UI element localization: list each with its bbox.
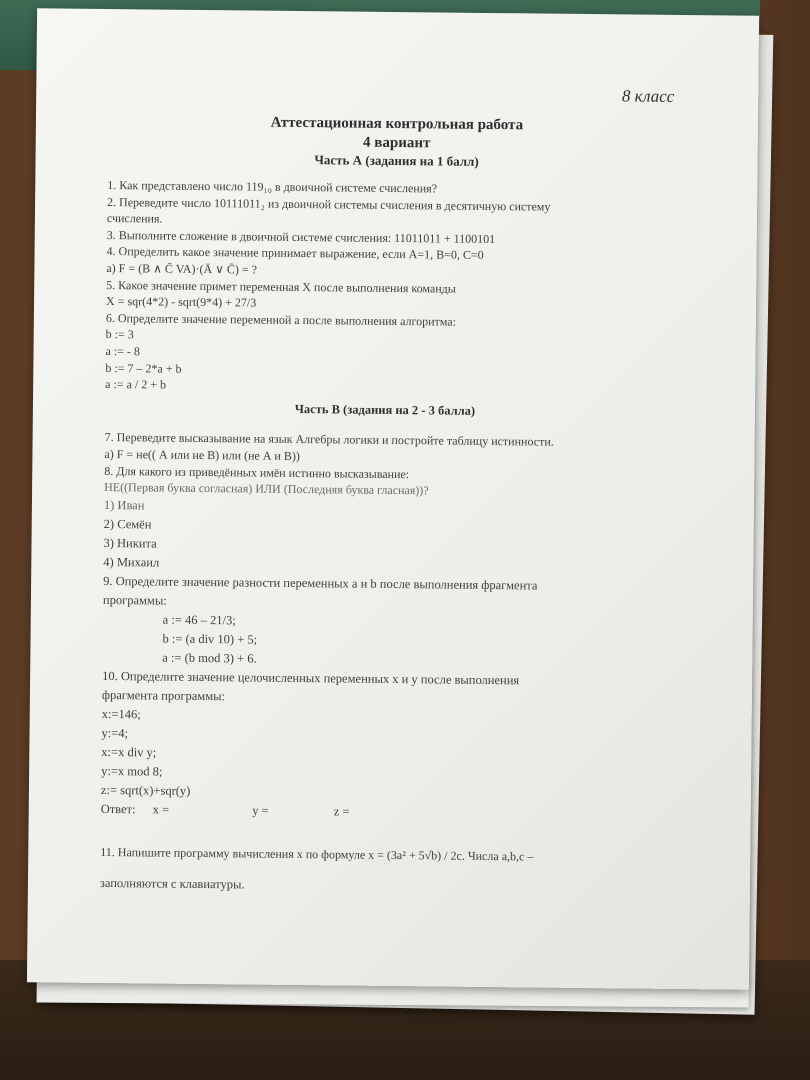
- task-line: 9. Определите значение разности переменных a и b после выполнения фрагмента: [103, 573, 538, 593]
- task-line: a := a / 2 + b: [105, 377, 167, 392]
- task-line: a := - 8: [105, 343, 141, 359]
- task-line: счисления.: [106, 211, 163, 226]
- answer-z: z =: [333, 804, 350, 819]
- task-line: b := 3: [105, 327, 134, 342]
- task-line: а) F = не(( А или не В) или (не А и В)): [104, 446, 300, 463]
- task-line: 3. Выполните сложение в двоичной системе счисления: 11011011 + 1100101: [106, 227, 496, 246]
- tasks-body: [100, 177, 667, 899]
- code-line: z:= sqrt(x)+sqr(y): [100, 782, 191, 798]
- task-line: X = sqr(4*2) - sqrt(9*4) + 27/3: [105, 294, 257, 310]
- document-title: Аттестационная контрольная работа: [270, 114, 524, 134]
- task-line: 6. Определите значение переменной а после выполнения алгоритма:: [105, 310, 457, 329]
- task-line: 4. Определить какое значение принимает выражение, если А=1, В=0, С=0: [106, 244, 484, 263]
- exam-sheet: [27, 8, 759, 990]
- code-line: a := 46 – 21/3;: [162, 612, 236, 628]
- part-b-heading: Часть В (задания на 2 - 3 балла): [294, 401, 476, 418]
- task-line: 5. Какое значение примет переменная X после выполнения команды: [106, 277, 456, 296]
- task-line: НЕ((Первая буква согласная) ИЛИ (Последняя буква гласная))?: [104, 480, 429, 498]
- answer-option: 2) Семён: [103, 516, 152, 532]
- answer-label: Ответ:: [100, 801, 136, 817]
- task-line: 8. Для какого из приведённых имён истинно высказывание:: [104, 463, 410, 481]
- code-line: b := (a div 10) + 5;: [162, 631, 258, 647]
- task-line: b := 7 – 2*a + b: [105, 360, 182, 376]
- part-a-heading: Часть А (задания на 1 балл): [314, 152, 479, 169]
- code-line: y:=x mod 8;: [101, 763, 163, 779]
- answer-x: x =: [152, 802, 170, 817]
- task-11-continued: заполняются с клавиатуры.: [99, 875, 245, 892]
- code-line: y:=4;: [101, 725, 129, 740]
- variant-label: 4 вариант: [362, 134, 431, 152]
- task-line: 7. Переведите высказывание на язык Алгебры логики и постройте таблицу истинности.: [104, 430, 554, 449]
- code-line: x:=x div y;: [101, 744, 157, 760]
- answer-option: 4) Михаил: [103, 554, 160, 570]
- task-line: 1. Как представлено число 119₁₀ в двоичной системе счисления?: [107, 177, 438, 196]
- task-line: 2. Переведите число 10111011₂ из двоичной системы счисления в десятичную систему: [107, 194, 551, 214]
- task-11: 11. Напишите программу вычисления x по формуле x = (3a² + 5√b) / 2c. Числа a,b,c –: [100, 844, 534, 864]
- task-line: фрагмента программы:: [101, 687, 226, 703]
- grade-label: 8 класс: [621, 86, 675, 106]
- answer-option: 1) Иван: [103, 497, 145, 513]
- task-line: 10. Определите значение целочисленных переменных x и y после выполнения: [102, 668, 520, 688]
- answer-option: 3) Никита: [103, 535, 157, 551]
- code-line: a := (b mod 3) + 6.: [162, 650, 257, 666]
- code-line: x:=146;: [101, 706, 141, 722]
- task-line: программы:: [102, 592, 167, 608]
- answer-y: y =: [252, 803, 269, 818]
- task-line: а) F = (B ∧ C̄ VA)·(Ā ∨ C̄) = ?: [106, 260, 258, 277]
